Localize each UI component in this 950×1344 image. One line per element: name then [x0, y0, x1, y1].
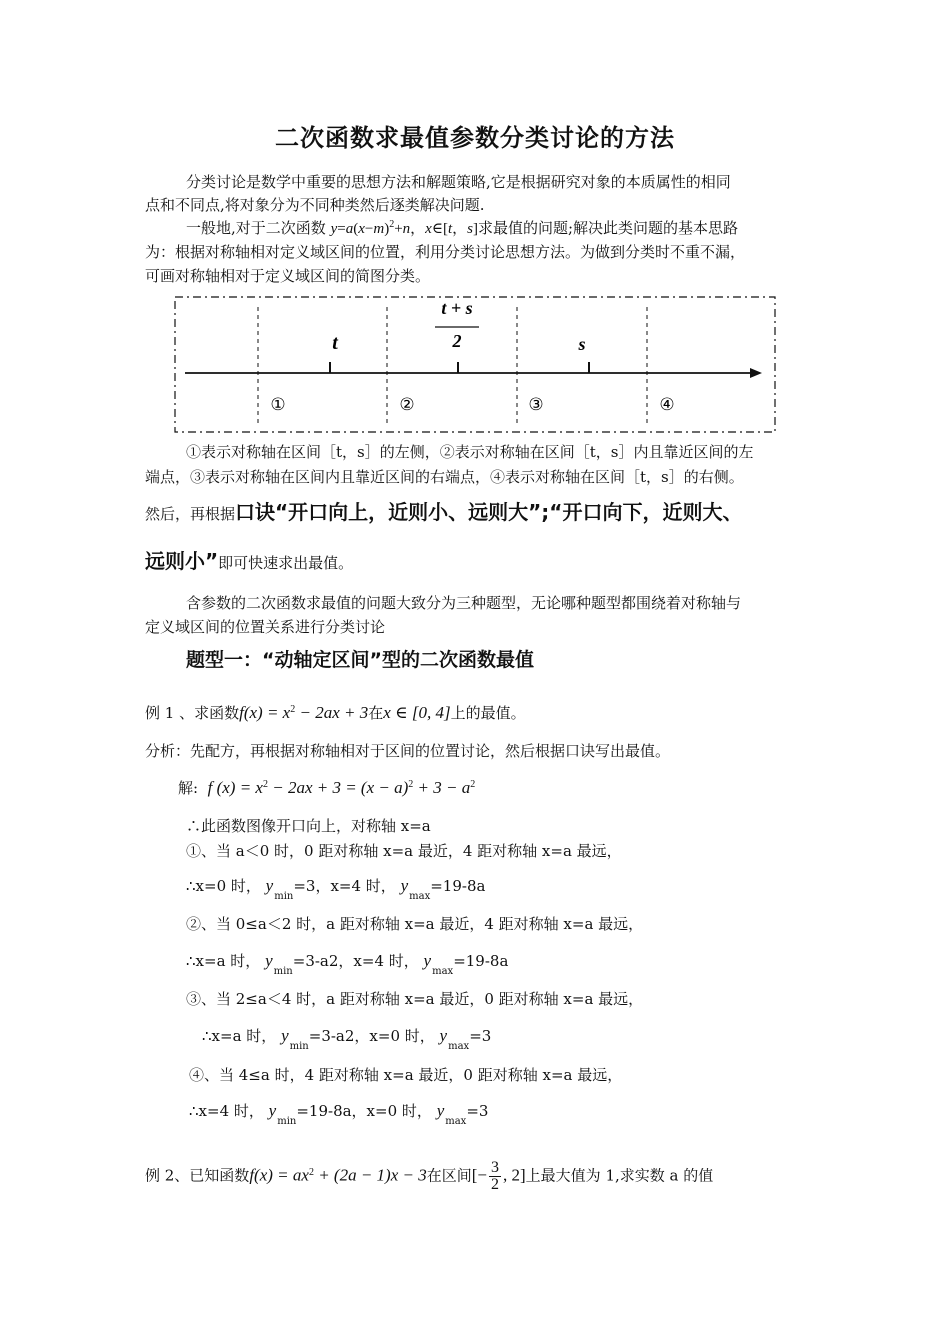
- case-2: ②、当 0≤a＜2 时，a 距对称轴 x=a 最近，4 距对称轴 x=a 最远，: [186, 915, 644, 933]
- explain-line-1: ①表示对称轴在区间［t，s］的左侧，②表示对称轴在区间［t，s］内且靠近区间的左: [186, 443, 754, 461]
- case-1: ①、当 a＜0 时，0 距对称轴 x=a 最近，4 距对称轴 x=a 最远，: [186, 842, 622, 860]
- general-line-3: 可画对称轴相对于定义域区间的简图分类。: [145, 267, 431, 285]
- explain-line-2: 端点，③表示对称轴在区间内且靠近区间的右端点，④表示对称轴在区间［t，s］的右侧。: [145, 468, 744, 486]
- example-2: 例 2、已知函数$f(x) = ax^2 + (2a - 1)x - 3$在区间[− $\frac{3}{2}$ , 2]上最大值为 1,求实数 a 的值: [145, 1159, 714, 1193]
- label-ts-denominator: 2: [452, 331, 462, 351]
- analysis-line: 分析：先配方，再根据对称轴相对于区间的位置讨论，然后根据口诀写出最值。: [145, 742, 671, 760]
- intro-line-2: 点和不同点,将对象分为不同种类然后逐类解决问题.: [145, 196, 485, 214]
- general-line-2: 为：根据对称轴相对定义域区间的位置，利用分类讨论思想方法。为做到分类时不重不漏，: [145, 243, 746, 261]
- label-ts-numerator: t + s: [441, 298, 473, 318]
- page-title: 二次函数求最值参数分类讨论的方法: [275, 124, 675, 152]
- heading-type-1: 题型一：“动轴定区间”型的二次函数最值: [186, 649, 534, 671]
- region-3: ③: [528, 395, 544, 414]
- example-1: 例 1 、求函数$f(x) = x^2 - 2ax + 3$在x ∈ [0, 4]上的最值。: [145, 703, 526, 722]
- result-2: ∴x=a 时， $y_{min}=3-a2$，x=4 时， $y_{max}=19-8a$: [186, 951, 509, 977]
- case-3: ③、当 2≤a＜4 时，a 距对称轴 x=a 最近，0 距对称轴 x=a 最远，: [186, 990, 644, 1008]
- general-line-1: 一般地,对于二次函数 $y=a(x-m)^2+n$，x∈[t，s]求最值的问题;解决此类问题的基本思路: [186, 219, 739, 237]
- intro-line-1: 分类讨论是数学中重要的思想方法和解题策略,它是根据研究对象的本质属性的相同: [186, 173, 731, 191]
- region-2: ②: [399, 395, 415, 414]
- explain-line-3: 然后，再根据口诀“开口向上，近则小、远则大”;“开口向下，近则大、: [145, 500, 743, 524]
- axis-diagram: [170, 292, 780, 438]
- diagram-frame: [175, 297, 775, 432]
- label-t: t: [332, 332, 338, 354]
- case-4: ④、当 4≤a 时，4 距对称轴 x=a 最近，0 距对称轴 x=a 最远，: [189, 1066, 623, 1084]
- result-4: ∴x=4 时， $y_{min}=19-8a$，x=0 时， $y_{max}=3$: [189, 1101, 489, 1127]
- axis-arrow-icon: [750, 368, 762, 378]
- solution-line: 解: f $(x) = x^2 - 2ax + 3 = (x - a)^2 + 3 - a^2$: [178, 778, 476, 797]
- types-intro-line-2: 定义域区间的位置关系进行分类讨论: [145, 618, 386, 636]
- explain-line-4: 远则小”即可快速求出最值。: [145, 549, 354, 573]
- fraction-3-over-2: $\frac{3}{2}$: [491, 1159, 499, 1193]
- region-4: ④: [659, 395, 675, 414]
- result-3: ∴x=a 时， $y_{min}=3-a2$，x=0 时， $y_{max}=3$: [202, 1026, 492, 1052]
- types-intro-line-1: 含参数的二次函数求最值的问题大致分为三种题型，无论哪种题型都围绕着对称轴与: [186, 594, 742, 612]
- label-s: s: [578, 334, 586, 354]
- result-1: ∴x=0 时， $y_{min}=3$，x=4 时， $y_{max}=19-8a$: [186, 876, 486, 902]
- step-axis-info: ∴此函数图像开口向上，对称轴 x=a: [186, 817, 431, 835]
- region-1: ①: [270, 395, 286, 414]
